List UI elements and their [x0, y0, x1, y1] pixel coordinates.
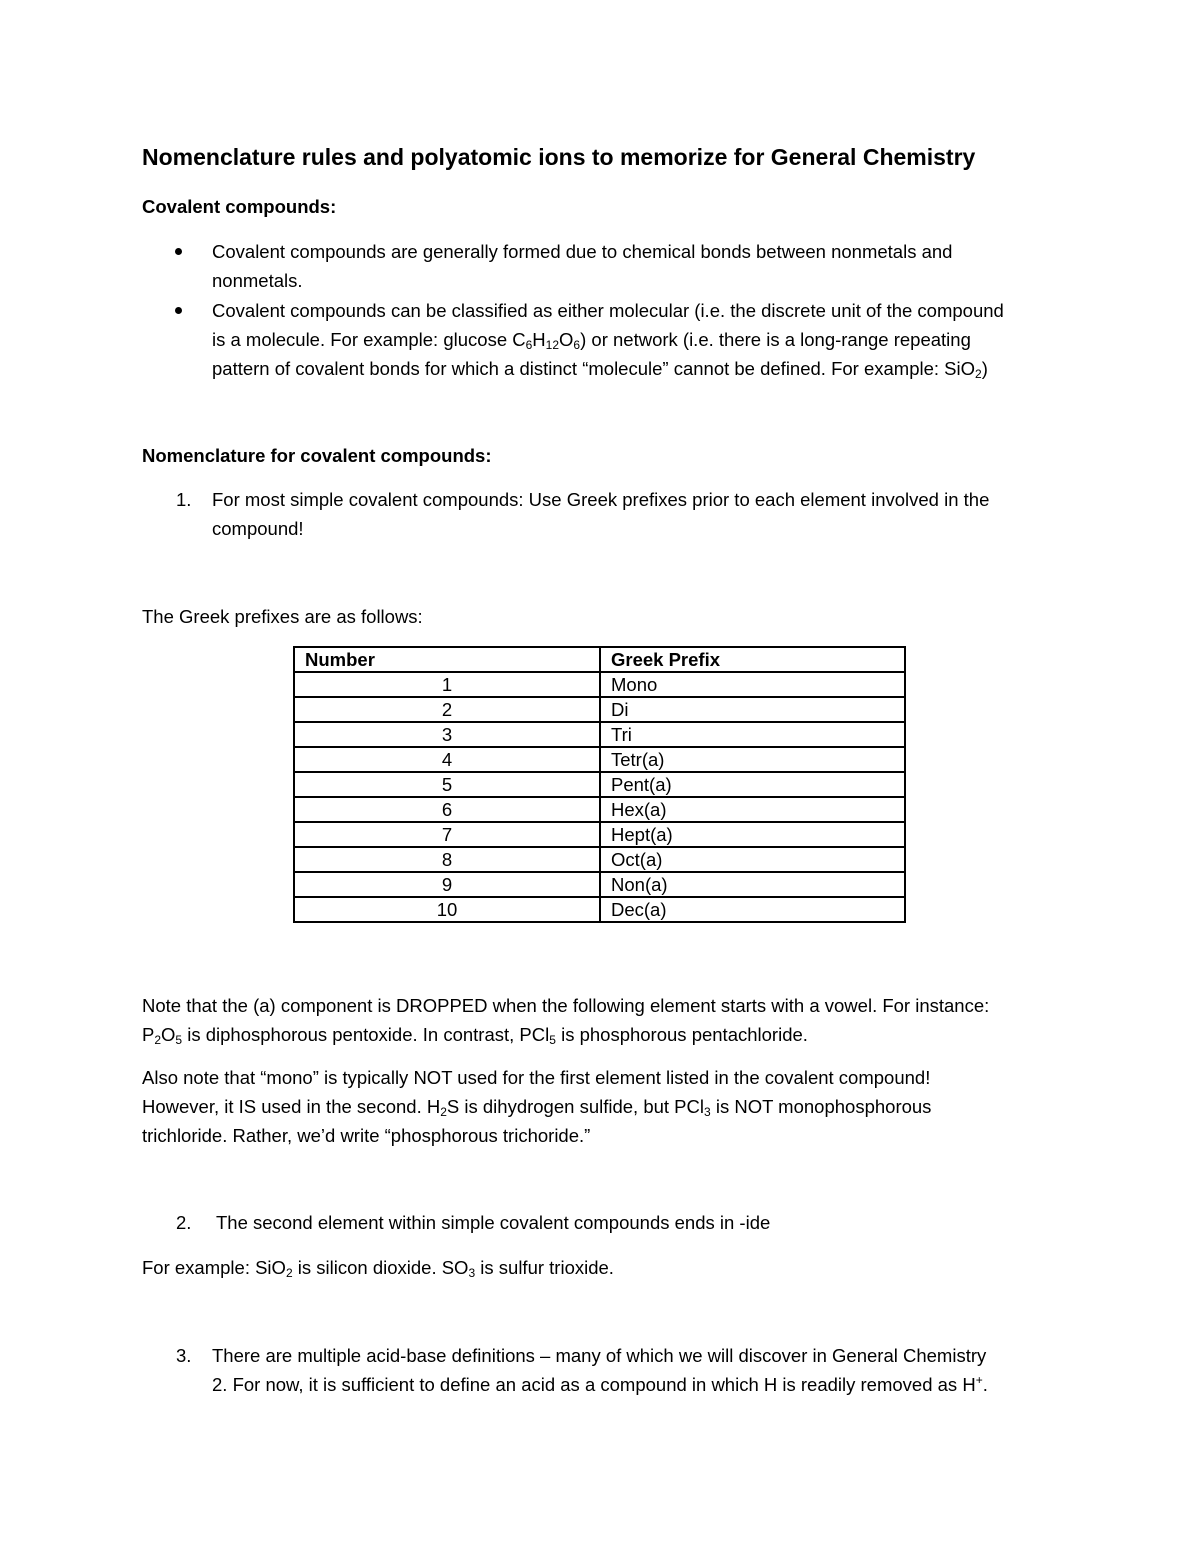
cell-number: 3 — [294, 722, 600, 747]
table-row — [294, 847, 905, 872]
note-1-line-2: $P_2O_5$ is diphosphorous pentoxide. In contrast, PCl$_5$ is phosphorous pentachloride. — [142, 1024, 808, 1047]
cell-prefix: Pent(a) — [600, 772, 905, 797]
table-row — [294, 722, 905, 747]
note-2-line-1: Also note that “mono” is typically NOT used for the first element listed in the covalent compound! — [142, 1067, 931, 1088]
rule-1-line-2: compound! — [212, 518, 304, 539]
cell-prefix: Mono — [600, 672, 905, 697]
table-row — [294, 672, 905, 697]
header-number: Number — [294, 647, 600, 672]
cell-number: 2 — [294, 697, 600, 722]
example-2: For example: SiO$_2$ is silicon dioxide. $SO_3$ is sulfur trioxide. — [142, 1257, 614, 1280]
note-2-line-2: However, it IS used in the second. $H_2S$ is dihydrogen sulfide, but PCl$_3$ is NOT monophosphorous — [142, 1096, 932, 1119]
covalent-heading: Covalent compounds: — [142, 196, 337, 217]
cell-prefix: Oct(a) — [600, 847, 905, 872]
nomenclature-heading: Nomenclature for covalent compounds: — [142, 445, 492, 466]
rule-2-number: 2. — [176, 1212, 192, 1233]
cell-number: 1 — [294, 672, 600, 697]
cell-prefix: Tetr(a) — [600, 747, 905, 772]
table-row — [294, 697, 905, 722]
table-row — [294, 747, 905, 772]
table-row — [294, 897, 905, 922]
cell-prefix: Non(a) — [600, 872, 905, 897]
rule-1-line-1: For most simple covalent compounds: Use Greek prefixes prior to each element involved in the — [212, 489, 990, 510]
cell-prefix: Di — [600, 697, 905, 722]
cell-prefix: Hept(a) — [600, 822, 905, 847]
bullet-1-line-2: nonmetals. — [212, 270, 303, 291]
cell-prefix: Dec(a) — [600, 897, 905, 922]
table-header-row — [294, 647, 905, 672]
note-2-line-3: trichloride. Rather, we’d write “phosphorous trichoride.” — [142, 1125, 591, 1146]
cell-prefix: Hex(a) — [600, 797, 905, 822]
cell-number: 6 — [294, 797, 600, 822]
cell-number: 9 — [294, 872, 600, 897]
page-title: Nomenclature rules and polyatomic ions to memorize for General Chemistry — [142, 144, 976, 170]
table-row — [294, 822, 905, 847]
rule-1-number: 1. — [176, 489, 192, 510]
header-greek-prefix: Greek Prefix — [600, 647, 905, 672]
table-row — [294, 872, 905, 897]
cell-number: 5 — [294, 772, 600, 797]
rule-3-line-2: 2. For now, it is sufficient to define an acid as a compound in which H is readily removed as H+. — [212, 1373, 988, 1395]
cell-prefix: Tri — [600, 722, 905, 747]
bullet-icon — [175, 307, 182, 314]
note-1-line-1: Note that the (a) component is DROPPED when the following element starts with a vowel. For instance: — [142, 995, 990, 1016]
rule-3-line-1: There are multiple acid-base definitions – many of which we will discover in General Chemistry — [212, 1345, 987, 1366]
table-row — [294, 797, 905, 822]
bullet-icon — [175, 248, 182, 255]
bullet-2-line-2: is a molecule. For example: glucose $C_6H_{12}O_6$) or network (i.e. there is a long-range repeating — [212, 329, 971, 352]
rule-2-text: The second element within simple covalent compounds ends in -ide — [216, 1212, 771, 1233]
greek-prefix-table — [293, 646, 906, 923]
cell-number: 10 — [294, 897, 600, 922]
cell-number: 8 — [294, 847, 600, 872]
cell-number: 7 — [294, 822, 600, 847]
bullet-2-line-3: pattern of covalent bonds for which a distinct “molecule” cannot be defined. For example: SiO$_2$) — [212, 358, 988, 381]
rule-3-number: 3. — [176, 1345, 192, 1366]
table-row — [294, 772, 905, 797]
bullet-2-line-1: Covalent compounds can be classified as either molecular (i.e. the discrete unit of the compound — [212, 300, 1004, 321]
prefix-intro: The Greek prefixes are as follows: — [142, 606, 423, 627]
bullet-1-line-1: Covalent compounds are generally formed due to chemical bonds between nonmetals and — [212, 241, 953, 262]
cell-number: 4 — [294, 747, 600, 772]
